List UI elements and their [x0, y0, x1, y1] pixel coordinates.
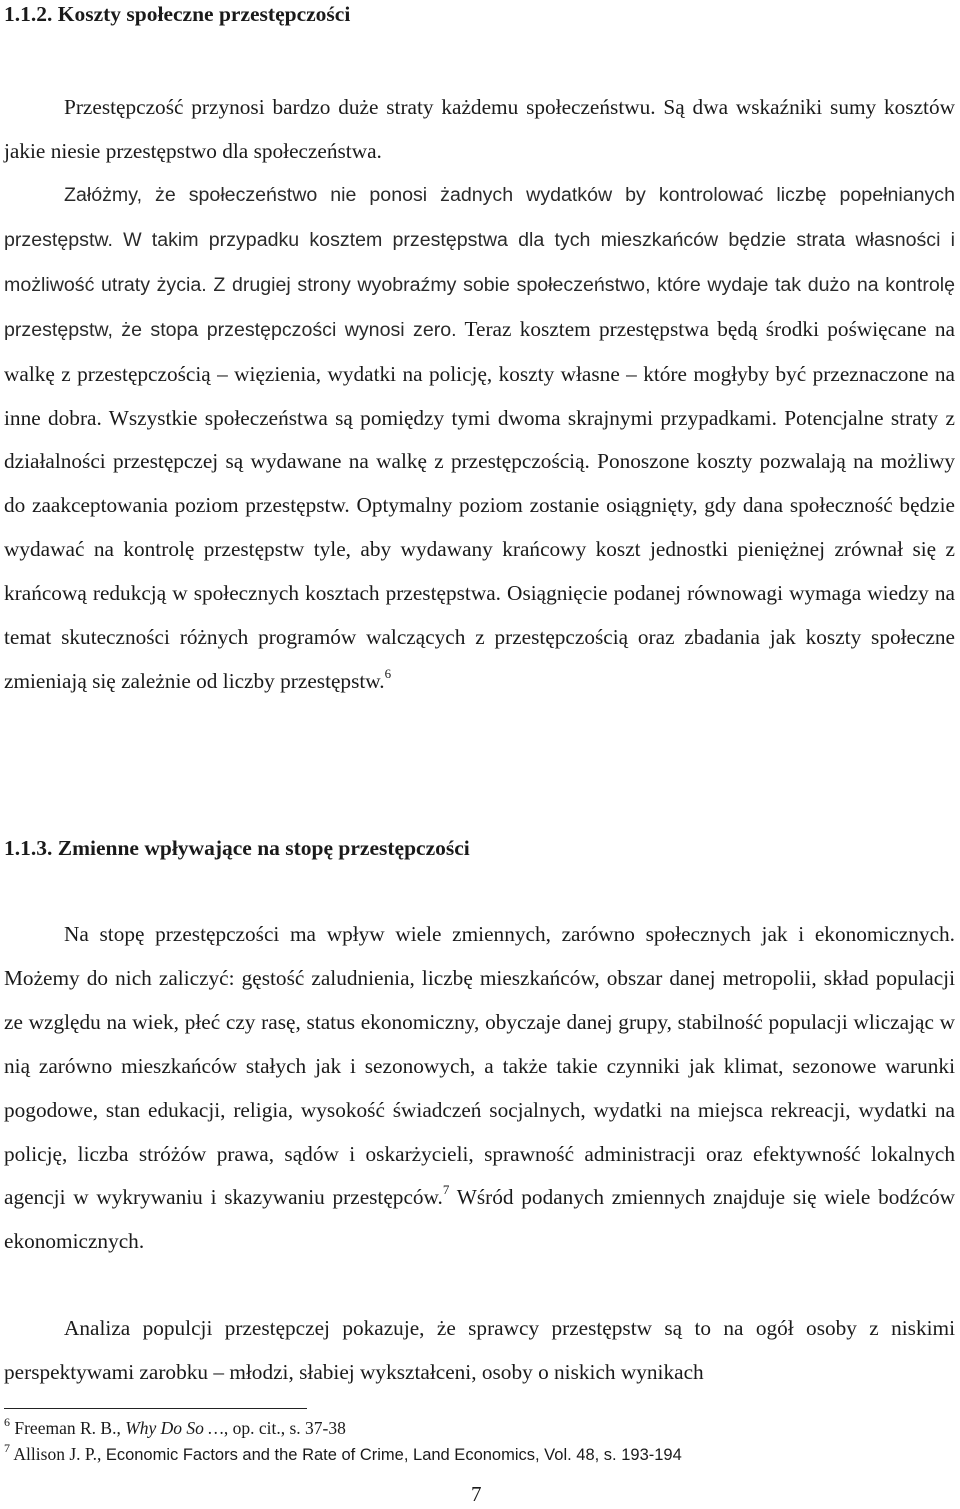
paragraph-costs-sans-text: Załóżmy, że społeczeństwo nie ponosi żadnych wydatków by kontrolować liczbę popełnianych przestępstw. W takim przypadku kosztem przestępstwa dla tych mieszkańców będzie strata własności i możliwość utraty życia. Z drugiej strony wyobraźmy sobie społeczeństwo, które wydaje tak dużo na kontrolę przestępstw, że stopa przestępczości wynosi zero.: [4, 184, 955, 341]
footnote-7: [4, 1443, 954, 1466]
paragraph-intro: [4, 86, 955, 174]
footnote-6-title: Why Do So …: [125, 1418, 224, 1438]
paragraph-variables-text: Na stopę przestępczości ma wpływ wiele zmiennych, zarówno społecznych jak i ekonomicznych. Możemy do nich zaliczyć: gęstość zaludnienia, liczbę mieszkańców, obszar danej metropolii, skład populacji ze względu na wiek, płeć czy rasę, status ekonomiczny, obyczaje danej grupy, stabilność populacji wliczając w nią zarówno mieszkańców stałych jak i sezonowych, a także takie czynniki jak klimat, sezonowe warunki pogodowe, stan edukacji, religia, wysokość świadczeń socjalnych, wydatki na miejsca rekreacji, wydatki na policję, liczba stróżów prawa, sądów i oskarżycieli, sprawność administracji oraz efektywność lokalnych agencji w wykrywaniu i skazywaniu przestępców.: [4, 922, 955, 1210]
footnote-6-number: 6: [4, 1415, 10, 1430]
footnote-6-source: , op. cit., s. 37-38: [223, 1418, 346, 1438]
paragraph-analysis-text: Analiza populcji przestępczej pokazuje, że sprawcy przestępstw są to na ogół osoby z niskimi perspektywami zarobku – młodzi, słabiej wykształceni, osoby o niskich wynikach: [4, 1316, 955, 1384]
paragraph-variables-tail: Wśród podanych zmiennych znajduje się wiele bodźców ekonomicznych.: [4, 1185, 956, 1254]
paragraph-variables: [4, 913, 955, 1264]
section-heading-variables: 1.1.3. Zmienne wpływające na stopę przestępczości: [4, 836, 470, 860]
footnote-separator: [4, 1408, 307, 1409]
paragraph-costs-serif-text: Teraz kosztem przestępstwa będą środki poświęcane na walkę z przestępczością – więzienia, wydatki na policję, koszty własne – które mogłyby być przeznaczone na inne dobra. Wszystkie społeczeństwa są pomiędzy tymi dwoma skrajnymi przypadkami. Potencjalne straty z działalności przestępczej są wydawane na walkę z przestępczością. Ponoszone koszty pozwalają na możliwy do zaakceptowania poziom przestępstw. Optymalny poziom zostanie osiągnięty, gdy dana społeczność będzie wydawać na kontrolę przestępstw tyle, aby wydawany krańcowy koszt jednostki pieniężnej zrównał się z krańcową redukcją w społecznych kosztach przestępstwa. Osiągnięcie podanej równowagi wymaga wiedzy na temat skuteczności różnych programów walczących z przestępczością oraz zbadania jak koszty społeczne zmieniają się zależnie od liczby przestępstw.: [4, 316, 956, 693]
footnote-7-number: 7: [4, 1441, 10, 1456]
footnote-7-source: Economic Factors and the Rate of Crime, Land Economics, Vol. 48, s. 193-194: [105, 1446, 682, 1464]
paragraph-costs: [4, 173, 955, 704]
footnote-ref-7[interactable]: 7: [442, 1182, 450, 1198]
footnote-6: [4, 1417, 954, 1439]
section-heading-costs: 1.1.2. Koszty społeczne przestępczości: [4, 2, 351, 26]
footnote-6-author: Freeman R. B.,: [10, 1418, 126, 1438]
page-number: 7: [471, 1482, 482, 1506]
paragraph-intro-text: Przestępczość przynosi bardzo duże straty każdemu społeczeństwu. Są dwa wskaźniki sumy kosztów jakie niesie przestępstwo dla społeczeństwa.: [4, 95, 955, 163]
paragraph-analysis: [4, 1306, 955, 1394]
footnote-ref-6[interactable]: 6: [384, 665, 392, 681]
footnote-7-author: Allison J. P.,: [10, 1444, 106, 1464]
